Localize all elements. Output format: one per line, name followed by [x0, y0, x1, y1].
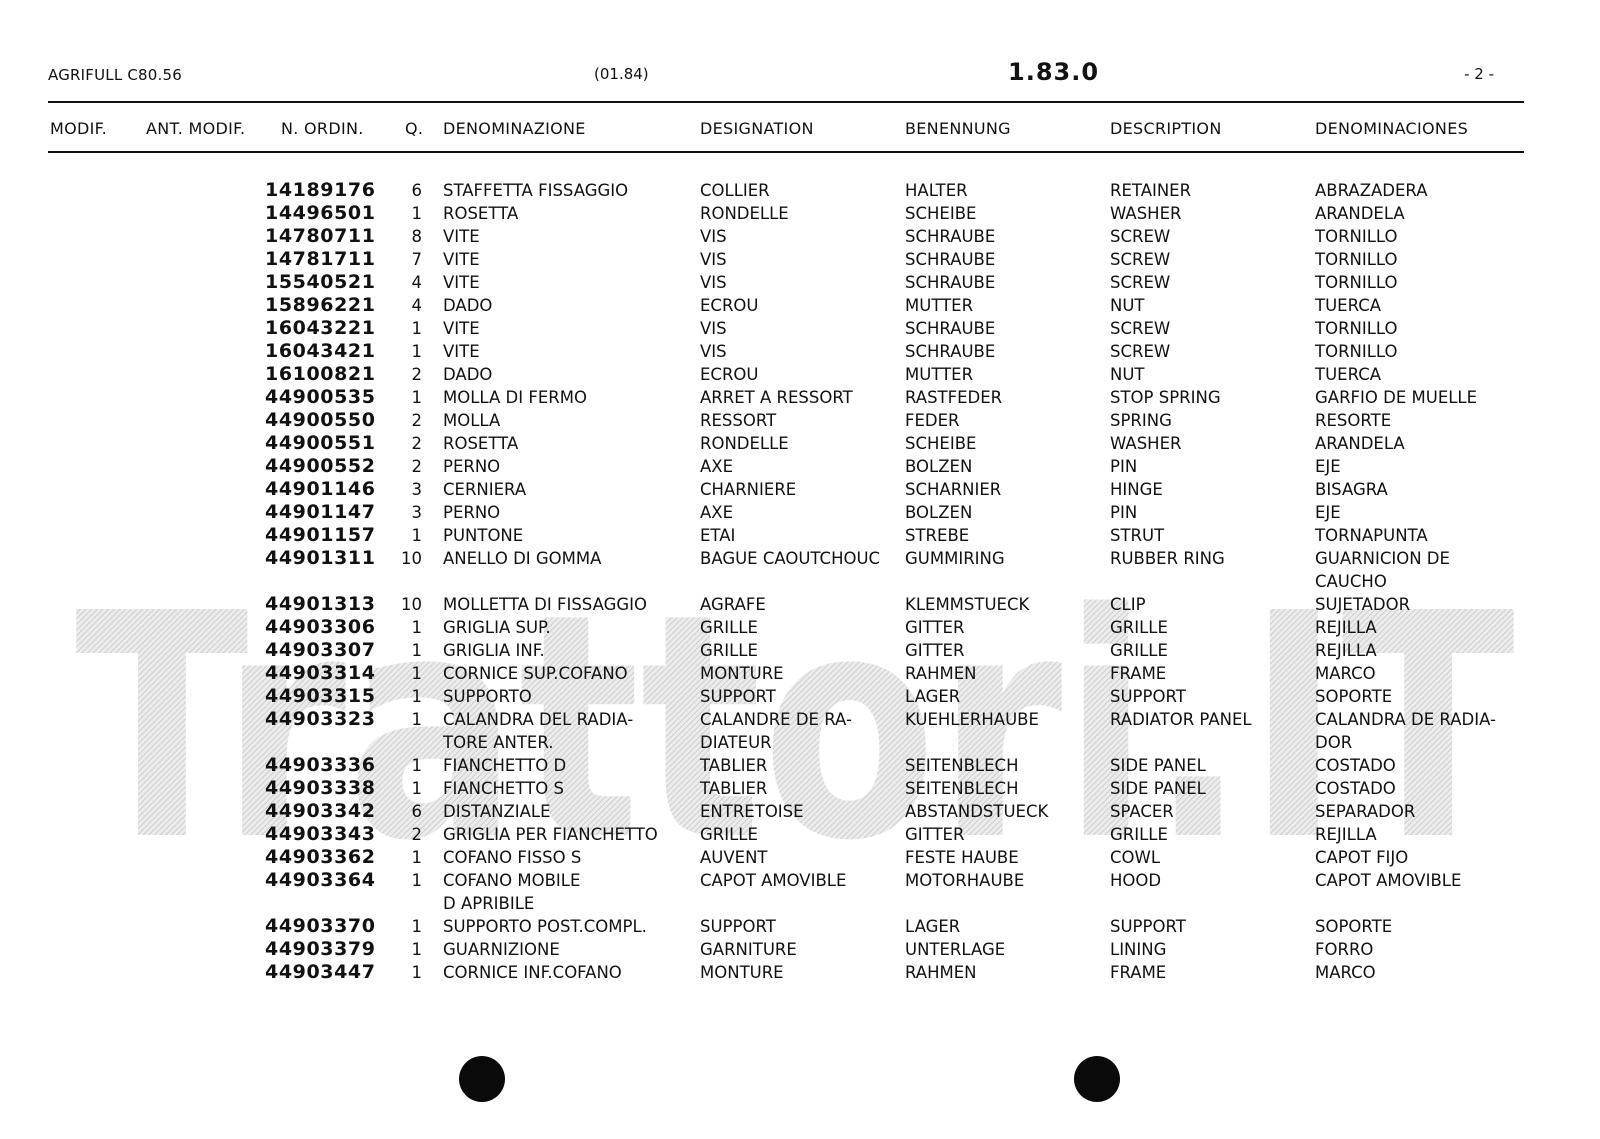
cell-part-number: 44903343	[265, 823, 376, 845]
section-code: 1.83.0	[1008, 58, 1100, 86]
column-header-designation: DESIGNATION	[700, 119, 814, 138]
cell-part-number: 44903338	[265, 777, 376, 799]
cell-part-number: 44903323	[265, 708, 376, 730]
cell-designation: RONDELLE	[700, 204, 789, 223]
cell-description: HINGE	[1110, 480, 1163, 499]
cell-designation: AGRAFE	[700, 595, 766, 614]
table-row	[0, 754, 1600, 777]
cell-denominazione: VITE	[443, 250, 480, 269]
column-header-n-ordin: N. ORDIN.	[281, 119, 364, 138]
cell-denominaciones: TORNILLO	[1315, 342, 1398, 361]
cell-designation: SUPPORT	[700, 687, 776, 706]
cell-designation: RESSORT	[700, 411, 777, 430]
cell-quantity: 10	[401, 595, 422, 614]
cell-quantity: 4	[411, 273, 422, 292]
cell-quantity: 2	[411, 434, 422, 453]
cell-denominaciones: REJILLA	[1315, 641, 1377, 660]
cell-part-number: 15540521	[265, 271, 376, 293]
cell-part-number: 44903362	[265, 846, 376, 868]
table-row	[0, 294, 1600, 317]
cell-denominaciones: COSTADO	[1315, 779, 1396, 798]
cell-description: SIDE PANEL	[1110, 756, 1206, 775]
header-divider-top	[48, 101, 1524, 103]
cell-denominazione: PERNO	[443, 503, 501, 522]
table-row	[0, 823, 1600, 846]
cell-denominazione: SUPPORTO	[443, 687, 532, 706]
cell-denominazione: COFANO FISSO S	[443, 848, 582, 867]
cell-quantity: 1	[411, 388, 422, 407]
cell-denominaciones: TORNILLO	[1315, 319, 1398, 338]
cell-quantity: 2	[411, 457, 422, 476]
cell-description: SUPPORT	[1110, 917, 1186, 936]
cell-benennung: RAHMEN	[905, 664, 977, 683]
cell-denominazione: DISTANZIALE	[443, 802, 551, 821]
cell-part-number: 44901147	[265, 501, 376, 523]
cell-benennung: SCHRAUBE	[905, 319, 996, 338]
cell-quantity: 10	[401, 549, 422, 568]
cell-quantity: 1	[411, 342, 422, 361]
cell-part-number: 44900551	[265, 432, 376, 454]
table-row	[0, 616, 1600, 639]
cell-part-number: 14496501	[265, 202, 376, 224]
cell-benennung: BOLZEN	[905, 457, 973, 476]
cell-designation: VIS	[700, 273, 727, 292]
cell-designation: AUVENT	[700, 848, 768, 867]
cell-benennung: UNTERLAGE	[905, 940, 1006, 959]
cell-description: NUT	[1110, 365, 1145, 384]
cell-benennung: ABSTANDSTUECK	[905, 802, 1049, 821]
cell-designation: ARRET A RESSORT	[700, 388, 853, 407]
cell-denominazione: STAFFETTA FISSAGGIO	[443, 181, 629, 200]
table-row	[0, 639, 1600, 662]
column-header-benennung: BENENNUNG	[905, 119, 1011, 138]
cell-benennung: RAHMEN	[905, 963, 977, 982]
cell-denominazione: FIANCHETTO D	[443, 756, 567, 775]
table-row	[0, 685, 1600, 708]
cell-description: RADIATOR PANEL	[1110, 710, 1252, 729]
cell-benennung: MOTORHAUBE	[905, 871, 1025, 890]
binder-hole-right	[1074, 1056, 1120, 1102]
cell-part-number: 16043421	[265, 340, 376, 362]
table-row	[0, 340, 1600, 363]
cell-denominaciones: ARANDELA	[1315, 434, 1405, 453]
cell-description: LINING	[1110, 940, 1167, 959]
cell-description: SCREW	[1110, 342, 1171, 361]
cell-description: SCREW	[1110, 319, 1171, 338]
cell-benennung: GITTER	[905, 641, 965, 660]
table-row	[0, 869, 1600, 915]
table-row	[0, 202, 1600, 225]
cell-benennung: GUMMIRING	[905, 549, 1005, 568]
cell-quantity: 1	[411, 848, 422, 867]
cell-denominazione: DADO	[443, 365, 493, 384]
table-row	[0, 708, 1600, 754]
cell-benennung: SCHRAUBE	[905, 227, 996, 246]
cell-description: WASHER	[1110, 434, 1182, 453]
cell-denominaciones: RESORTE	[1315, 411, 1392, 430]
cell-designation: ECROU	[700, 296, 759, 315]
cell-denominaciones: TORNILLO	[1315, 227, 1398, 246]
table-row	[0, 800, 1600, 823]
cell-denominaciones: MARCO	[1315, 664, 1376, 683]
cell-designation: AXE	[700, 503, 734, 522]
cell-denominazione: CERNIERA	[443, 480, 527, 499]
cell-benennung: GITTER	[905, 825, 965, 844]
cell-part-number: 44901157	[265, 524, 376, 546]
cell-part-number: 44903307	[265, 639, 376, 661]
cell-description: SIDE PANEL	[1110, 779, 1206, 798]
cell-quantity: 3	[411, 503, 422, 522]
cell-benennung: BOLZEN	[905, 503, 973, 522]
cell-description: PIN	[1110, 503, 1138, 522]
cell-denominazione: VITE	[443, 227, 480, 246]
table-row	[0, 432, 1600, 455]
table-row	[0, 271, 1600, 294]
document-title: AGRIFULL C80.56	[48, 66, 182, 84]
table-row	[0, 777, 1600, 800]
cell-part-number: 44903314	[265, 662, 376, 684]
cell-benennung: STREBE	[905, 526, 970, 545]
cell-denominazione: SUPPORTO POST.COMPL.	[443, 917, 647, 936]
cell-denominaciones: CAPOT FIJO	[1315, 848, 1409, 867]
table-row	[0, 501, 1600, 524]
cell-denominaciones: MARCO	[1315, 963, 1376, 982]
cell-part-number: 44903370	[265, 915, 376, 937]
table-row	[0, 248, 1600, 271]
cell-description: RUBBER RING	[1110, 549, 1225, 568]
cell-description: CLIP	[1110, 595, 1146, 614]
cell-denominazione: CALANDRA DEL RADIA-	[443, 710, 634, 729]
cell-denominaciones: SOPORTE	[1315, 687, 1393, 706]
cell-designation: TABLIER	[700, 756, 768, 775]
cell-quantity: 2	[411, 365, 422, 384]
cell-description: PIN	[1110, 457, 1138, 476]
table-row	[0, 179, 1600, 202]
cell-part-number: 44901313	[265, 593, 376, 615]
cell-description: GRILLE	[1110, 641, 1168, 660]
cell-benennung: FESTE HAUBE	[905, 848, 1019, 867]
cell-description: STOP SPRING	[1110, 388, 1221, 407]
cell-quantity: 3	[411, 480, 422, 499]
cell-denominaciones: TUERCA	[1315, 365, 1382, 384]
cell-description: FRAME	[1110, 664, 1167, 683]
table-row	[0, 524, 1600, 547]
cell-denominaciones: CALANDRA DE RADIA-	[1315, 710, 1496, 729]
table-row	[0, 478, 1600, 501]
cell-part-number: 44903447	[265, 961, 376, 983]
cell-denominaciones-continued: DOR	[1315, 733, 1353, 752]
cell-quantity: 1	[411, 940, 422, 959]
cell-part-number: 44903379	[265, 938, 376, 960]
cell-denominazione: GUARNIZIONE	[443, 940, 560, 959]
cell-description: HOOD	[1110, 871, 1162, 890]
table-row	[0, 938, 1600, 961]
cell-designation: CHARNIERE	[700, 480, 797, 499]
table-row	[0, 317, 1600, 340]
cell-benennung: SCHEIBE	[905, 434, 977, 453]
cell-denominaciones: BISAGRA	[1315, 480, 1388, 499]
cell-benennung: GITTER	[905, 618, 965, 637]
column-header-description: DESCRIPTION	[1110, 119, 1222, 138]
column-header-ant-modif: ANT. MODIF.	[146, 119, 246, 138]
cell-denominaciones: GUARNICION DE	[1315, 549, 1450, 568]
cell-description: WASHER	[1110, 204, 1182, 223]
cell-designation: COLLIER	[700, 181, 770, 200]
header-divider-bottom	[48, 151, 1524, 153]
cell-denominazione: ROSETTA	[443, 204, 519, 223]
column-header-modif: MODIF.	[50, 119, 107, 138]
table-row	[0, 915, 1600, 938]
cell-designation: GRILLE	[700, 641, 758, 660]
cell-benennung: SCHEIBE	[905, 204, 977, 223]
cell-designation: CALANDRE DE RA-	[700, 710, 852, 729]
cell-denominaciones: SOPORTE	[1315, 917, 1393, 936]
cell-description: SCREW	[1110, 227, 1171, 246]
cell-denominaciones: EJE	[1315, 457, 1341, 476]
cell-denominazione-continued: TORE ANTER.	[443, 733, 554, 752]
cell-designation: ENTRETOISE	[700, 802, 804, 821]
cell-description: RETAINER	[1110, 181, 1192, 200]
cell-designation: RONDELLE	[700, 434, 789, 453]
cell-denominazione: VITE	[443, 273, 480, 292]
cell-part-number: 44903342	[265, 800, 376, 822]
cell-quantity: 1	[411, 204, 422, 223]
cell-part-number: 44901311	[265, 547, 376, 569]
cell-quantity: 1	[411, 710, 422, 729]
cell-benennung: FEDER	[905, 411, 960, 430]
cell-quantity: 1	[411, 618, 422, 637]
cell-designation: VIS	[700, 227, 727, 246]
cell-quantity: 1	[411, 664, 422, 683]
cell-description: SPACER	[1110, 802, 1174, 821]
cell-denominaciones: GARFIO DE MUELLE	[1315, 388, 1478, 407]
cell-designation: VIS	[700, 319, 727, 338]
cell-denominaciones: REJILLA	[1315, 825, 1377, 844]
cell-denominazione: GRIGLIA PER FIANCHETTO	[443, 825, 658, 844]
cell-part-number: 16043221	[265, 317, 376, 339]
cell-benennung: LAGER	[905, 917, 961, 936]
cell-designation: ECROU	[700, 365, 759, 384]
cell-designation: VIS	[700, 250, 727, 269]
cell-designation: AXE	[700, 457, 734, 476]
cell-quantity: 6	[411, 181, 422, 200]
cell-quantity: 1	[411, 963, 422, 982]
cell-description: SPRING	[1110, 411, 1172, 430]
watermark-text: Trattori.IT	[75, 595, 1517, 855]
column-header-denominazione: DENOMINAZIONE	[443, 119, 586, 138]
cell-benennung: LAGER	[905, 687, 961, 706]
cell-benennung: SCHRAUBE	[905, 250, 996, 269]
table-row	[0, 961, 1600, 984]
cell-part-number: 44903336	[265, 754, 376, 776]
cell-quantity: 4	[411, 296, 422, 315]
table-row	[0, 547, 1600, 593]
cell-part-number: 16100821	[265, 363, 376, 385]
cell-quantity: 1	[411, 526, 422, 545]
cell-denominazione: MOLLA DI FERMO	[443, 388, 587, 407]
cell-part-number: 44901146	[265, 478, 376, 500]
cell-benennung: MUTTER	[905, 365, 974, 384]
cell-description: SCREW	[1110, 273, 1171, 292]
column-headers	[0, 119, 1600, 141]
cell-benennung: RASTFEDER	[905, 388, 1003, 407]
cell-designation: MONTURE	[700, 963, 784, 982]
cell-part-number: 14781711	[265, 248, 376, 270]
cell-denominazione: CORNICE INF.COFANO	[443, 963, 622, 982]
cell-denominaciones: COSTADO	[1315, 756, 1396, 775]
cell-denominaciones: SUJETADOR	[1315, 595, 1411, 614]
cell-denominazione: VITE	[443, 342, 480, 361]
cell-benennung: KLEMMSTUECK	[905, 595, 1030, 614]
cell-quantity: 1	[411, 641, 422, 660]
cell-description: STRUT	[1110, 526, 1165, 545]
cell-part-number: 14189176	[265, 179, 376, 201]
cell-denominazione: PUNTONE	[443, 526, 524, 545]
cell-part-number: 44900550	[265, 409, 376, 431]
cell-designation: TABLIER	[700, 779, 768, 798]
cell-quantity: 1	[411, 319, 422, 338]
cell-denominazione: PERNO	[443, 457, 501, 476]
cell-quantity: 1	[411, 687, 422, 706]
cell-denominazione: COFANO MOBILE	[443, 871, 581, 890]
cell-description: GRILLE	[1110, 825, 1168, 844]
cell-denominaciones: TORNILLO	[1315, 273, 1398, 292]
cell-designation: ETAI	[700, 526, 736, 545]
cell-benennung: SCHARNIER	[905, 480, 1002, 499]
cell-quantity: 1	[411, 917, 422, 936]
cell-quantity: 1	[411, 756, 422, 775]
cell-denominaciones: SEPARADOR	[1315, 802, 1416, 821]
cell-designation: GARNITURE	[700, 940, 797, 959]
cell-part-number: 44900535	[265, 386, 376, 408]
cell-denominaciones: ARANDELA	[1315, 204, 1405, 223]
cell-part-number: 14780711	[265, 225, 376, 247]
cell-designation: CAPOT AMOVIBLE	[700, 871, 847, 890]
cell-denominazione: GRIGLIA INF.	[443, 641, 545, 660]
cell-denominaciones: TORNILLO	[1315, 250, 1398, 269]
cell-designation: GRILLE	[700, 618, 758, 637]
cell-quantity: 1	[411, 779, 422, 798]
cell-denominaciones: ABRAZADERA	[1315, 181, 1428, 200]
binder-hole-left	[459, 1056, 505, 1102]
cell-denominaciones: TORNAPUNTA	[1315, 526, 1428, 545]
cell-benennung: SCHRAUBE	[905, 273, 996, 292]
table-row	[0, 386, 1600, 409]
cell-quantity: 6	[411, 802, 422, 821]
cell-benennung: MUTTER	[905, 296, 974, 315]
cell-denominaciones-continued: CAUCHO	[1315, 572, 1387, 591]
cell-denominazione: GRIGLIA SUP.	[443, 618, 551, 637]
cell-description: SCREW	[1110, 250, 1171, 269]
cell-benennung: SEITENBLECH	[905, 779, 1019, 798]
column-header-q: Q.	[405, 119, 424, 138]
cell-description: COWL	[1110, 848, 1161, 867]
cell-denominazione: ANELLO DI GOMMA	[443, 549, 602, 568]
cell-description: GRILLE	[1110, 618, 1168, 637]
cell-denominazione: ROSETTA	[443, 434, 519, 453]
cell-quantity: 2	[411, 411, 422, 430]
cell-denominaciones: CAPOT AMOVIBLE	[1315, 871, 1462, 890]
cell-denominazione: MOLLETTA DI FISSAGGIO	[443, 595, 648, 614]
cell-designation: MONTURE	[700, 664, 784, 683]
table-row	[0, 225, 1600, 248]
cell-part-number: 15896221	[265, 294, 376, 316]
table-row	[0, 662, 1600, 685]
cell-denominazione: VITE	[443, 319, 480, 338]
cell-description: NUT	[1110, 296, 1145, 315]
cell-denominaciones: FORRO	[1315, 940, 1374, 959]
cell-benennung: SEITENBLECH	[905, 756, 1019, 775]
cell-denominazione: MOLLA	[443, 411, 501, 430]
cell-denominaciones: TUERCA	[1315, 296, 1382, 315]
cell-denominazione-continued: D APRIBILE	[443, 894, 535, 913]
table-row	[0, 846, 1600, 869]
cell-part-number: 44903364	[265, 869, 376, 891]
cell-benennung: SCHRAUBE	[905, 342, 996, 361]
cell-description: SUPPORT	[1110, 687, 1186, 706]
cell-benennung: HALTER	[905, 181, 968, 200]
cell-designation: VIS	[700, 342, 727, 361]
parts-table	[0, 179, 1600, 984]
cell-part-number: 44903315	[265, 685, 376, 707]
column-header-denominaciones: DENOMINACIONES	[1315, 119, 1469, 138]
cell-designation-continued: DIATEUR	[700, 733, 772, 752]
cell-denominazione: DADO	[443, 296, 493, 315]
table-row	[0, 455, 1600, 478]
cell-quantity: 2	[411, 825, 422, 844]
page-header	[48, 58, 1494, 88]
cell-part-number: 44903306	[265, 616, 376, 638]
cell-quantity: 8	[411, 227, 422, 246]
table-row	[0, 363, 1600, 386]
cell-benennung: KUEHLERHAUBE	[905, 710, 1039, 729]
cell-denominaciones: REJILLA	[1315, 618, 1377, 637]
cell-quantity: 1	[411, 871, 422, 890]
cell-denominaciones: EJE	[1315, 503, 1341, 522]
cell-designation: SUPPORT	[700, 917, 776, 936]
cell-designation: BAGUE CAOUTCHOUC	[700, 549, 881, 568]
table-row	[0, 409, 1600, 432]
cell-quantity: 7	[411, 250, 422, 269]
cell-denominazione: CORNICE SUP.COFANO	[443, 664, 628, 683]
table-row	[0, 593, 1600, 616]
cell-part-number: 44900552	[265, 455, 376, 477]
cell-designation: GRILLE	[700, 825, 758, 844]
document-date: (01.84)	[594, 65, 649, 83]
page-number: - 2 -	[1464, 65, 1494, 83]
cell-description: FRAME	[1110, 963, 1167, 982]
cell-denominazione: FIANCHETTO S	[443, 779, 564, 798]
